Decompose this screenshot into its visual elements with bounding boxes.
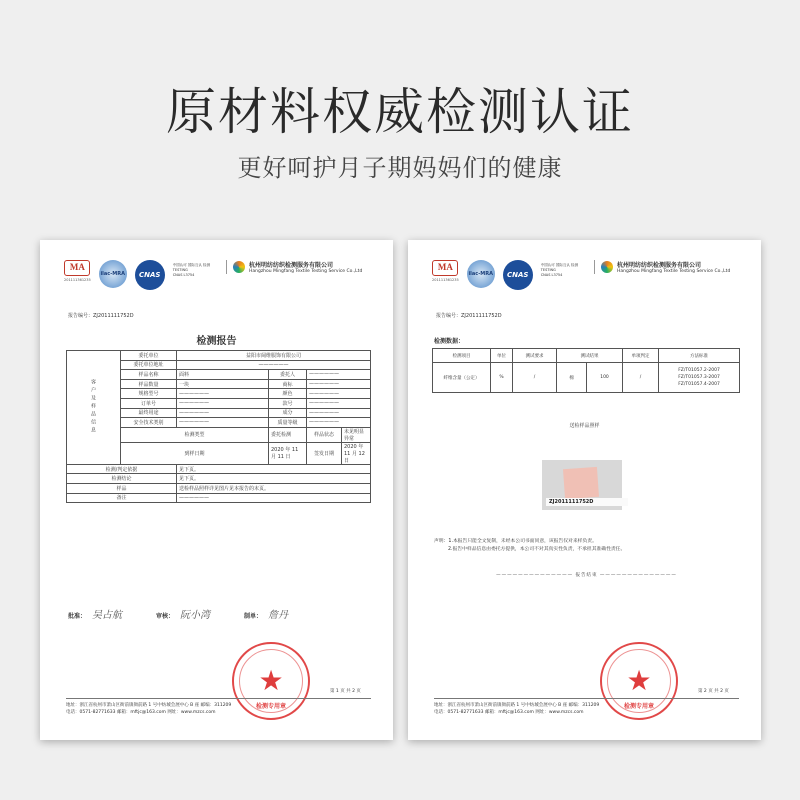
cnas-info: 中国认可 国际互认 检测 TESTING CNAS L3754: [540, 263, 578, 277]
report-end-line: —————————————— 报告结束 ——————————————: [496, 573, 677, 578]
test-data-table: 检测项目 单位 测试要求 测试结果 单项判定 方法标准 纤维含量（公定） % / 棉 100 / FZ/T01057.2-2007 FZ/T01057.3-2007 FZ/T01057.4-2007: [432, 348, 740, 393]
signature-row: 批准： 吴占航 审核： 阮小湾 制单： 詹丹: [68, 610, 289, 621]
page-number: 第 2 页 共 2 页: [698, 689, 729, 694]
cnas-logo: CNAS: [503, 260, 533, 290]
sample-photo: [542, 460, 622, 510]
ilac-mra-logo: ilac-MRA: [467, 260, 495, 288]
report-number: 报告编号：ZJ2011111752D: [68, 313, 134, 319]
logo-bar: [64, 260, 362, 290]
side-label: 客户及样品信息: [67, 351, 121, 465]
cma-logo: MA 201111361235: [432, 262, 459, 282]
company-header: 杭州明纺纺织检测服务有限公司 Hangzhou Mingfang Textile Testing Service Co.,Ltd: [226, 260, 362, 274]
cnas-info: 中国认可 国际互认 检测 TESTING CNAS L3754: [172, 263, 210, 277]
statement: 声明：1.本报告只能全文复制，未经本公司书面同意，该报告仅对来样负责。 2.报告中样品信息由委托方提供，本公司不对其真实性负责，不承担其准确性责任。: [434, 539, 626, 552]
company-logo-icon: [233, 261, 245, 273]
red-seal-stamp: ★ 检测专用章: [600, 642, 678, 720]
maker-signature: 詹丹: [268, 610, 289, 621]
ilac-mra-logo: ilac-MRA: [99, 260, 127, 288]
cma-logo: MA 201111361235: [64, 262, 91, 282]
section-title: 检测数据：: [434, 338, 465, 345]
sample-photo-label: 送检样品照样: [569, 423, 600, 429]
star-icon: ★: [626, 664, 652, 697]
report-number: 报告编号：ZJ2011111752D: [436, 313, 502, 319]
cnas-logo: CNAS: [135, 260, 165, 290]
fabric-swatch: [563, 467, 599, 499]
reviewer-signature: 阮小湾: [180, 610, 211, 621]
report-page-1: [40, 240, 393, 740]
company-logo-icon: [601, 261, 613, 273]
logo-bar: [432, 260, 730, 290]
report-footer: 地址：浙江省杭州市萧山区衙前镇衙前路 1 号中纺城会展中心 B 座 邮编：311209 电话：0571-82771633 邮箱：mftjc@163.com 网址：www.mzcs.com: [434, 698, 739, 716]
report-title: 检测报告: [196, 336, 237, 347]
page-subtitle: 更好呵护月子期妈妈们的健康: [237, 154, 563, 182]
company-header: 杭州明纺纺织检测服务有限公司 Hangzhou Mingfang Textile Testing Service Co.,Ltd: [594, 260, 730, 274]
sample-tag: ZJ2011111752D: [546, 498, 628, 506]
report-footer: 地址：浙江省杭州市萧山区衙前镇衙前路 1 号中纺城会展中心 B 座 邮编：311209 电话：0571-82771633 邮箱：mftjc@163.com 网址：www.mzcs.com: [66, 698, 371, 716]
page-title: 原材料权威检测认证: [166, 83, 634, 141]
star-icon: ★: [258, 664, 284, 697]
page-number: 第 1 页 共 2 页: [330, 689, 361, 694]
approver-signature: 吴占航: [92, 610, 123, 621]
red-seal-stamp: ★ 检测专用章: [232, 642, 310, 720]
report-info-table: 客户及样品信息 委托单位 益阳市阔维服饰有限公司 委托单位地址 —————— 样品名称 面料 委托人 —————— 样品数量 一块 商标 —————— 规格型号 —————— 颜色 —————— 订单号 —————— 款号 —————— 最终用途 —————— 成分 —————— 安全技术类别 —————— 质量等级 —————— 检测类型 委托检测 样品状态 未见明显异常 到样日期 2020 年 11 月 11 日 签发日期 2020 年 11 月 12 日 检测/判定依据 见下页。 检测结论 见下页。 样品 送检样品照样详见图片见本报告的末页。 备注 ——————: [66, 350, 371, 503]
report-page-2: [408, 240, 761, 740]
